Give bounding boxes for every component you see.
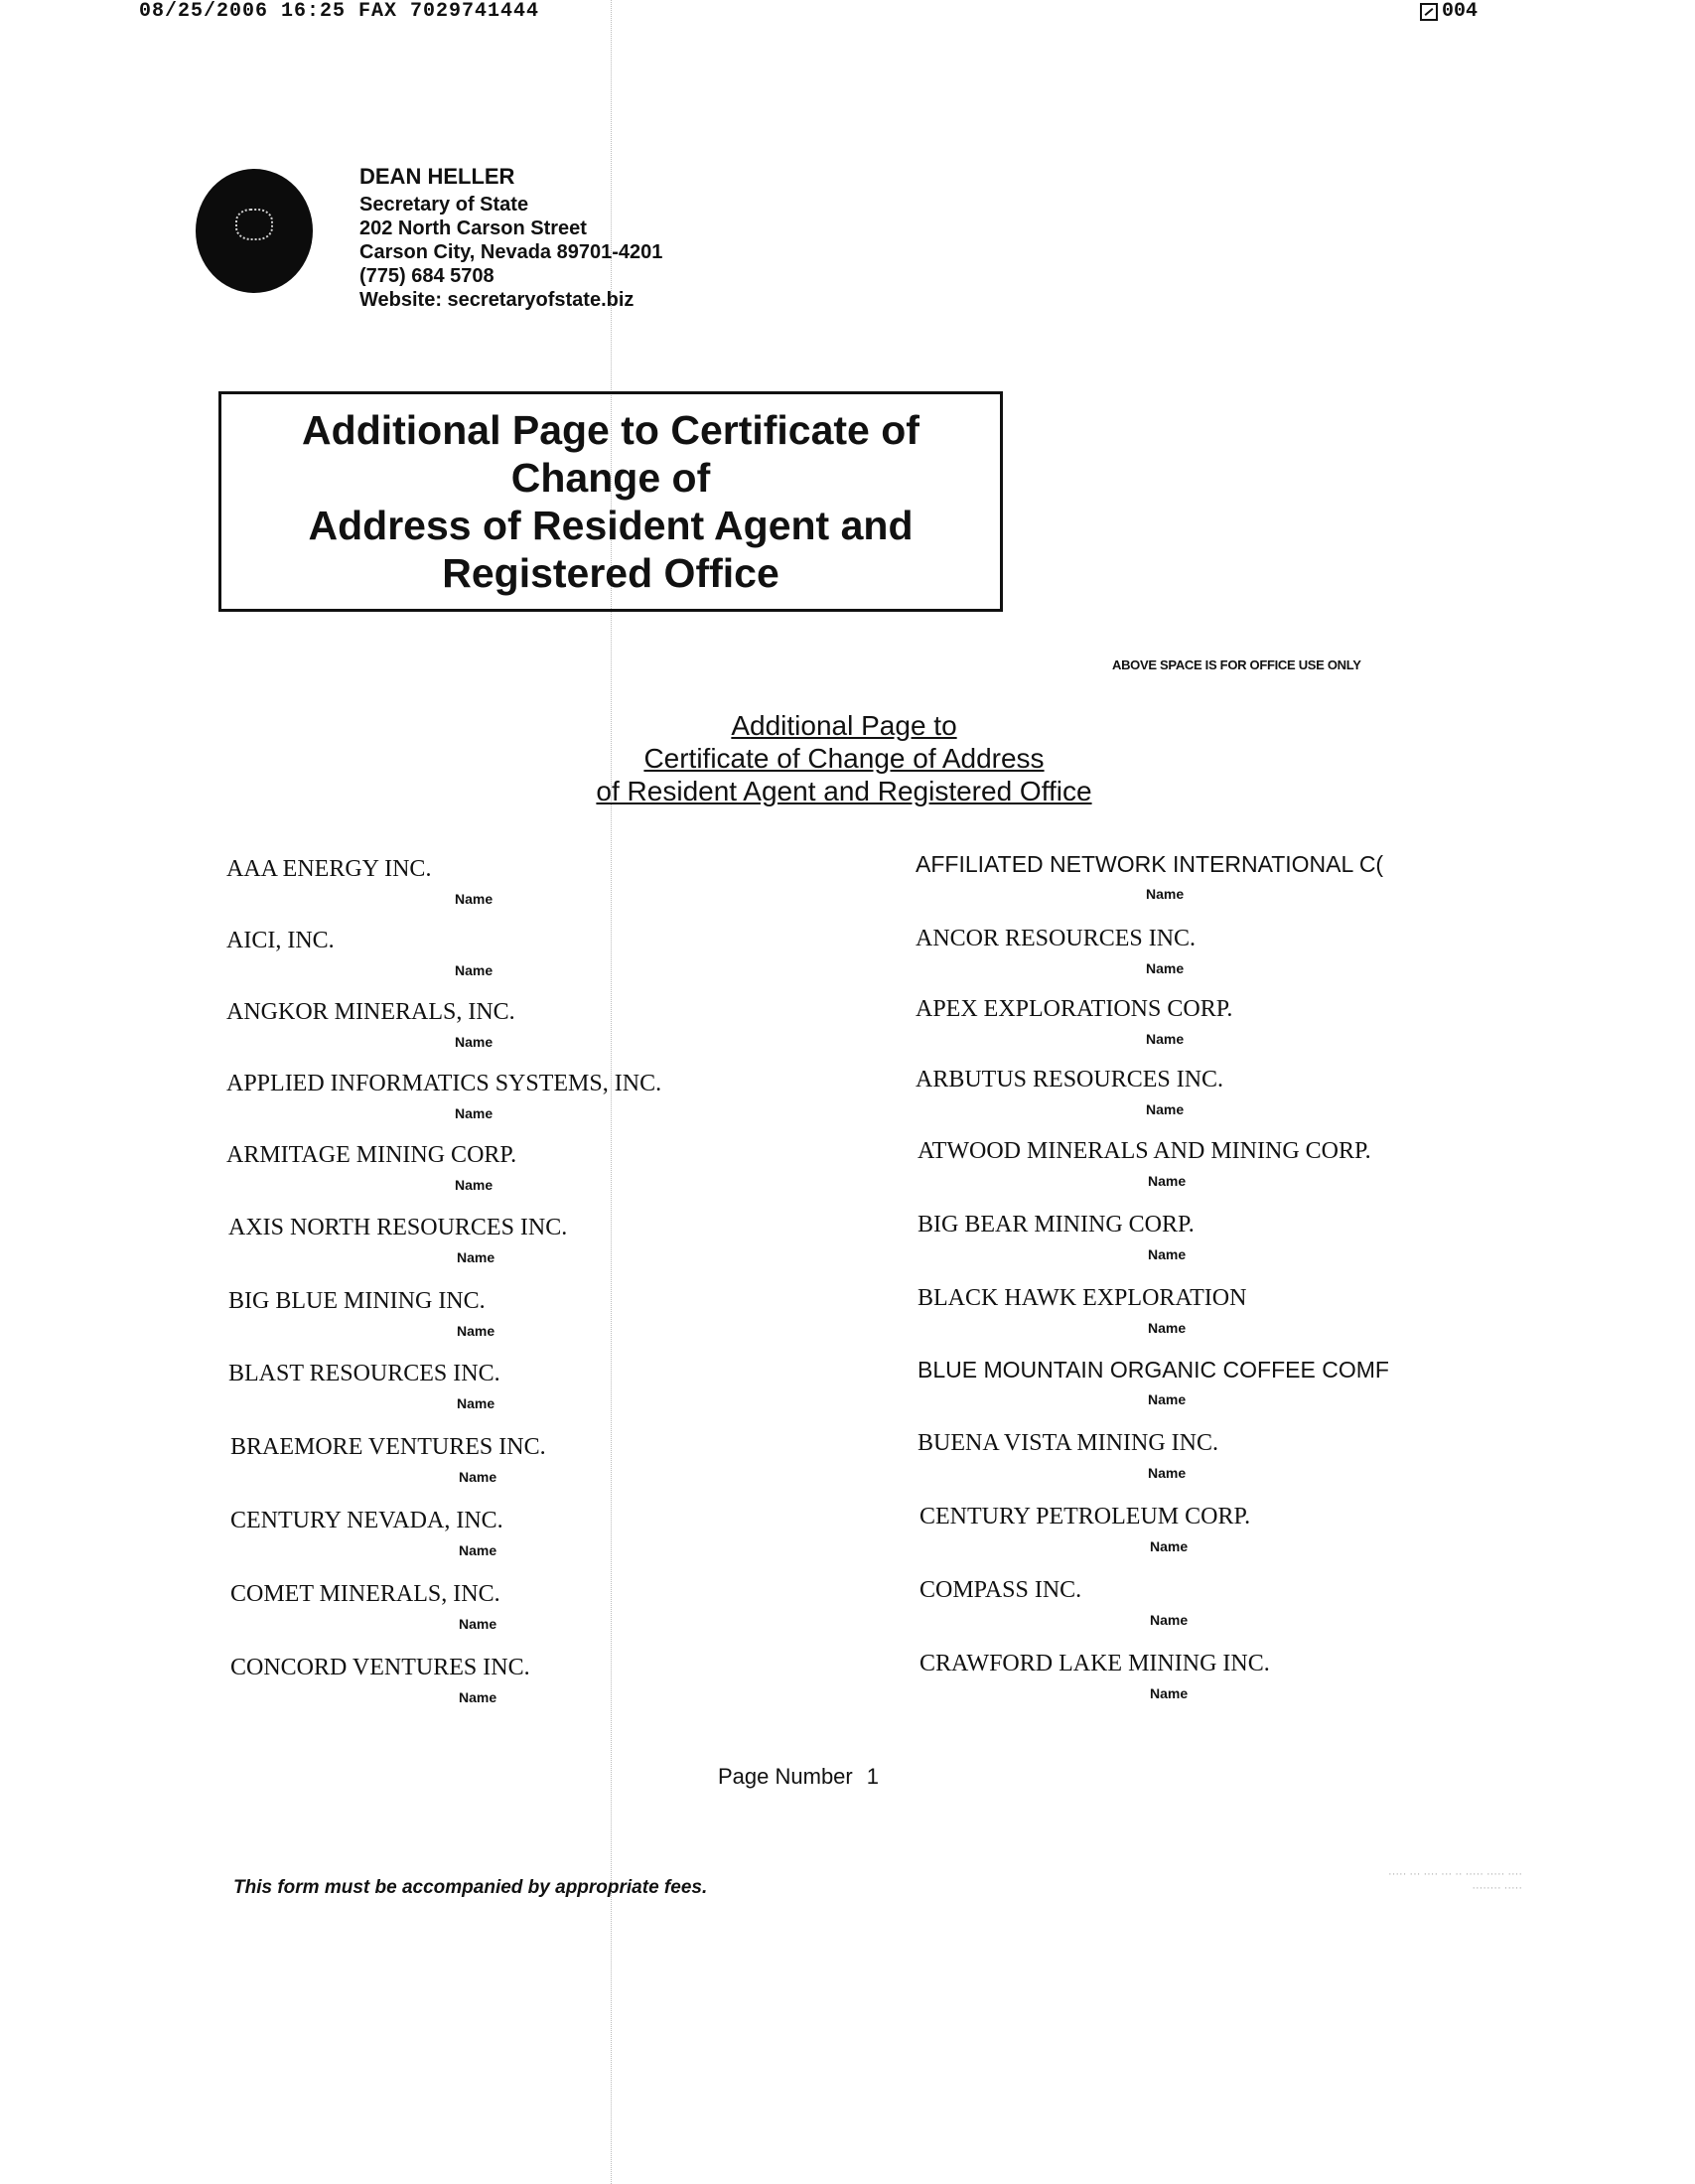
name-entry [919, 1651, 1436, 1701]
company-name: APEX EXPLORATIONS CORP. [916, 996, 1233, 1022]
name-label: Name [457, 1395, 495, 1411]
form-subtitle-line-1: Additional Page to [731, 710, 957, 741]
name-entry [226, 856, 743, 907]
name-entry [230, 1581, 747, 1632]
name-entry [226, 928, 743, 978]
name-label: Name [1148, 1465, 1187, 1481]
name-label: Name [1148, 1246, 1187, 1262]
name-label: Name [1146, 886, 1185, 902]
company-name: CONCORD VENTURES INC. [230, 1655, 530, 1680]
company-name: BIG BLUE MINING INC. [228, 1288, 486, 1314]
page-number [718, 1764, 879, 1790]
name-entry [916, 1067, 1432, 1117]
name-label: Name [1146, 960, 1185, 976]
company-name: COMPASS INC. [919, 1577, 1082, 1603]
name-label: Name [1150, 1538, 1189, 1554]
name-entry [916, 996, 1432, 1047]
company-name: ANCOR RESOURCES INC. [916, 926, 1197, 951]
form-subtitle-line-2: Certificate of Change of Address [643, 743, 1045, 774]
company-name: AICI, INC. [226, 928, 335, 953]
name-entry [919, 1577, 1436, 1628]
form-title-line-2: Change of [510, 455, 711, 501]
company-name: COMET MINERALS, INC. [230, 1581, 500, 1607]
name-entry [916, 851, 1432, 902]
office-city: Carson City, Nevada 89701-4201 [359, 241, 663, 263]
name-entry [916, 926, 1432, 976]
name-label: Name [455, 1177, 494, 1193]
nevada-state-seal-icon [196, 169, 313, 293]
fax-page-indicator [1420, 0, 1478, 23]
company-name: AAA ENERGY INC. [226, 856, 432, 882]
company-name: AXIS NORTH RESOURCES INC. [228, 1215, 568, 1240]
form-subtitle [496, 709, 1192, 807]
name-label: Name [1148, 1320, 1187, 1336]
company-name: ANGKOR MINERALS, INC. [226, 999, 515, 1025]
name-label: Name [1148, 1391, 1187, 1407]
page-number-label: Page Number [718, 1764, 853, 1789]
name-entry [230, 1508, 747, 1558]
name-entry [228, 1215, 745, 1265]
name-entry [918, 1285, 1434, 1336]
name-label: Name [459, 1616, 497, 1632]
company-name: ARMITAGE MINING CORP. [226, 1142, 517, 1168]
company-name: CRAWFORD LAKE MINING INC. [919, 1651, 1270, 1676]
office-website: Website: secretaryofstate.biz [359, 289, 635, 311]
form-title-line-3: Address of Resident Agent and [308, 503, 914, 548]
name-entry [226, 1142, 743, 1193]
name-label: Name [455, 962, 494, 978]
company-name: BRAEMORE VENTURES INC. [230, 1434, 546, 1460]
form-title-line-4: Registered Office [442, 550, 779, 596]
secretary-title: Secretary of State [359, 194, 529, 216]
name-entry [918, 1212, 1434, 1262]
name-label: Name [457, 1323, 495, 1339]
form-revision-id-illegible: ····· ··· ···· ··· ·· ····· ····· ···· ········ ····· [1388, 1868, 1522, 1894]
company-name: CENTURY NEVADA, INC. [230, 1508, 503, 1533]
company-name: BIG BEAR MINING CORP. [918, 1212, 1195, 1238]
name-entry [230, 1434, 747, 1485]
office-street: 202 North Carson Street [359, 218, 587, 239]
name-entry [918, 1138, 1434, 1189]
company-name: BLAST RESOURCES INC. [228, 1361, 500, 1386]
name-label: Name [1150, 1612, 1189, 1628]
name-label: Name [1148, 1173, 1187, 1189]
name-label: Name [455, 1034, 494, 1050]
name-entry [226, 1071, 743, 1121]
name-entry [918, 1430, 1434, 1481]
company-name: CENTURY PETROLEUM CORP. [919, 1504, 1251, 1529]
name-entry [226, 999, 743, 1050]
name-label: Name [1150, 1685, 1189, 1701]
fax-page-code: 004 [1442, 0, 1479, 23]
fax-page-icon [1420, 3, 1438, 21]
seal-emblem [235, 209, 273, 240]
company-name: BUENA VISTA MINING INC. [918, 1430, 1218, 1456]
form-subtitle-line-3: of Resident Agent and Registered Office [596, 776, 1092, 806]
fax-header: 08/25/2006 16:25 FAX 7029741444 [139, 0, 540, 23]
company-name: ARBUTUS RESOURCES INC. [916, 1067, 1224, 1092]
company-name: APPLIED INFORMATICS SYSTEMS, INC. [226, 1071, 662, 1096]
company-name: ATWOOD MINERALS AND MINING CORP. [918, 1138, 1371, 1164]
secretary-of-state-block [359, 165, 662, 312]
name-entry [918, 1357, 1434, 1407]
office-use-note: ABOVE SPACE IS FOR OFFICE USE ONLY [1112, 657, 1361, 672]
name-label: Name [1146, 1101, 1185, 1117]
company-name: BLUE MOUNTAIN ORGANIC COFFEE COMF [918, 1357, 1389, 1383]
office-phone: (775) 684 5708 [359, 265, 494, 287]
name-label: Name [455, 891, 494, 907]
company-name: BLACK HAWK EXPLORATION [918, 1285, 1247, 1311]
form-title-line-1: Additional Page to Certificate of [302, 407, 919, 453]
name-label: Name [459, 1542, 497, 1558]
name-entry [228, 1361, 745, 1411]
secretary-name: DEAN HELLER [359, 164, 515, 189]
name-label: Name [459, 1469, 497, 1485]
name-entry [230, 1655, 747, 1705]
page-number-value: 1 [866, 1764, 879, 1789]
fee-notice: This form must be accompanied by appropriate fees. [233, 1877, 708, 1898]
name-label: Name [455, 1105, 494, 1121]
name-label: Name [1146, 1031, 1185, 1047]
form-title-box [218, 391, 1003, 612]
name-entry [919, 1504, 1436, 1554]
company-name: AFFILIATED NETWORK INTERNATIONAL C( [916, 851, 1384, 877]
name-label: Name [459, 1689, 497, 1705]
name-entry [228, 1288, 745, 1339]
name-label: Name [457, 1249, 495, 1265]
